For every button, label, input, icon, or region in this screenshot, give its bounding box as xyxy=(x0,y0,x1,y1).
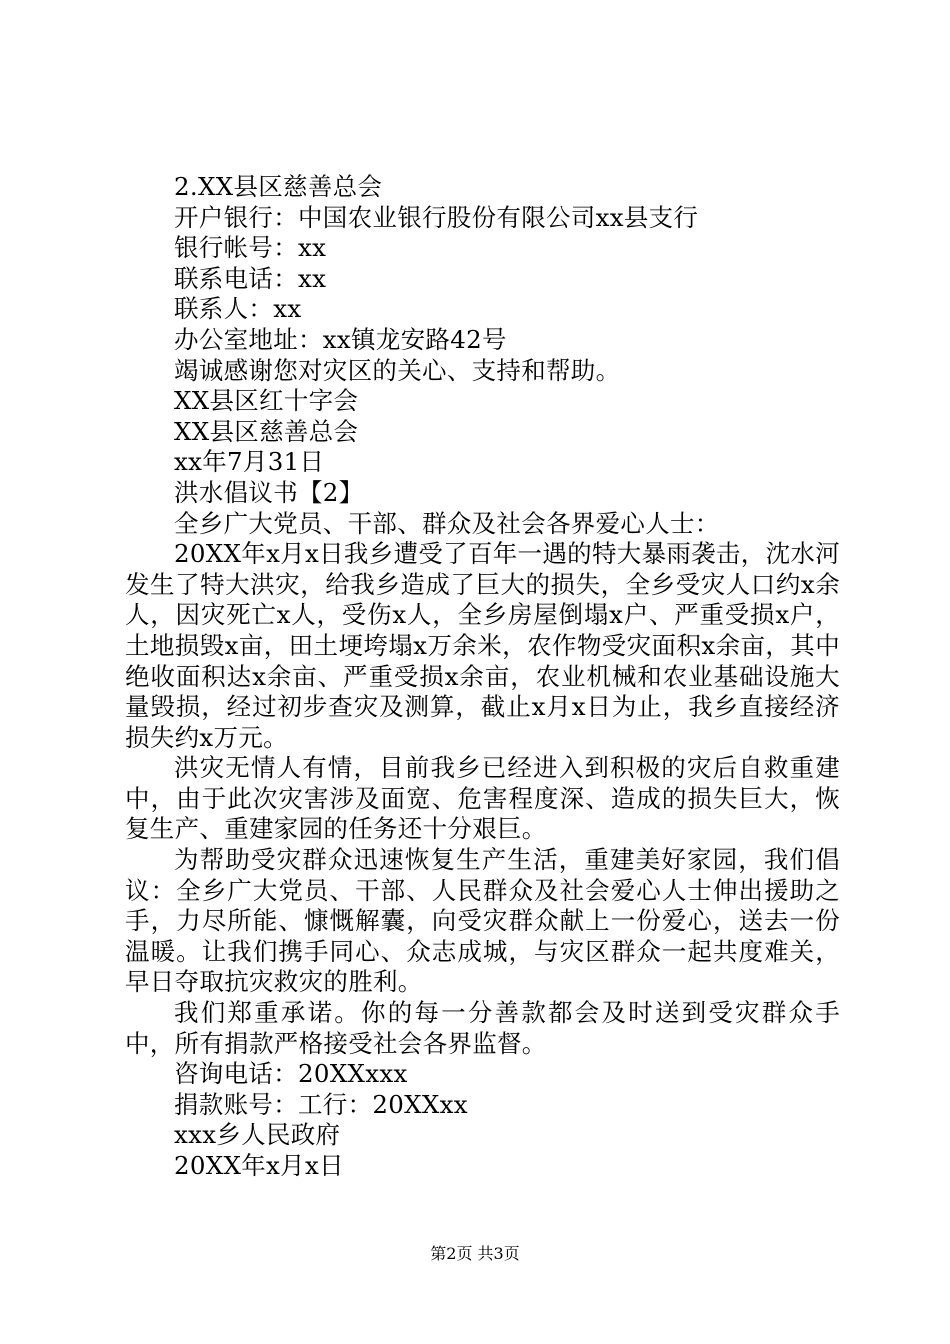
office-address-line: 办公室地址：xx镇龙安路42号 xyxy=(174,324,507,354)
org-heading: 2.XX县区慈善总会 xyxy=(174,172,383,201)
salutation: 全乡广大党员、干部、群众及社会各界爱心人士： xyxy=(174,508,720,538)
signature-government: xxx乡人民政府 xyxy=(174,1120,341,1150)
paragraph-rebuild: 洪灾无情人有情，目前我乡已经进入到积极的灾后自救重建中，由于此次灾害涉及面宽、危害程度深、造成的损失巨大，恢复生产、重建家园的任务还十分艰巨。 xyxy=(125,753,840,844)
proposal-title: 洪水倡议书【2】 xyxy=(174,477,364,507)
inquiry-phone-line: 咨询电话：20XXxxx xyxy=(174,1059,408,1089)
paragraph-promise: 我们郑重承诺。你的每一分善款都会及时送到受灾群众手中，所有捐款严格接受社会各界监督。 xyxy=(125,998,840,1058)
paragraph-appeal: 为帮助受灾群众迅速恢复生产生活，重建美好家园，我们倡议：全乡广大党员、干部、人民群众及社会爱心人士伸出援助之手，力尽所能、慷慨解囊，向受灾群众献上一份爱心，送去一份温暖。让我们携手同心、众志成城，与灾区群众一起共度难关，早日夺取抗灾救灾的胜利。 xyxy=(125,845,840,997)
contact-line: 联系人：xx xyxy=(174,294,302,324)
signature-charity: XX县区慈善总会 xyxy=(174,416,359,446)
phone-line: 联系电话：xx xyxy=(174,263,327,293)
signature-red-cross: XX县区红十字会 xyxy=(174,386,359,416)
paragraph-disaster-report: 20XX年x月x日我乡遭受了百年一遇的特大暴雨袭击，沈水河发生了特大洪灾，给我乡造成了巨大的损失，全乡受灾人口约x余人，因灾死亡x人，受伤x人，全乡房屋倒塌x户、严重受损x户，土地损毁x亩，田土埂垮塌x万余米，农作物受灾面积x余亩，其中绝收面积达x余亩、严重受损x余亩，农业机械和农业基础设施大量毁损，经过初步查灾及测算，截止x月x日为止，我乡直接经济损失约x万元。 xyxy=(125,539,840,752)
signature-date: xx年7月31日 xyxy=(174,447,325,477)
donation-account-line: 捐款账号：工行：20XXxx xyxy=(174,1089,468,1119)
thanks-line: 竭诚感谢您对灾区的关心、支持和帮助。 xyxy=(174,355,621,385)
document-body xyxy=(125,172,840,1182)
bank-name-line: 开户银行：中国农业银行股份有限公司xx县支行 xyxy=(174,202,699,232)
bank-account-line: 银行帐号：xx xyxy=(174,233,327,263)
page-number-footer: 第2页 共3页 xyxy=(430,1244,520,1263)
closing-date: 20XX年x月x日 xyxy=(174,1151,344,1180)
